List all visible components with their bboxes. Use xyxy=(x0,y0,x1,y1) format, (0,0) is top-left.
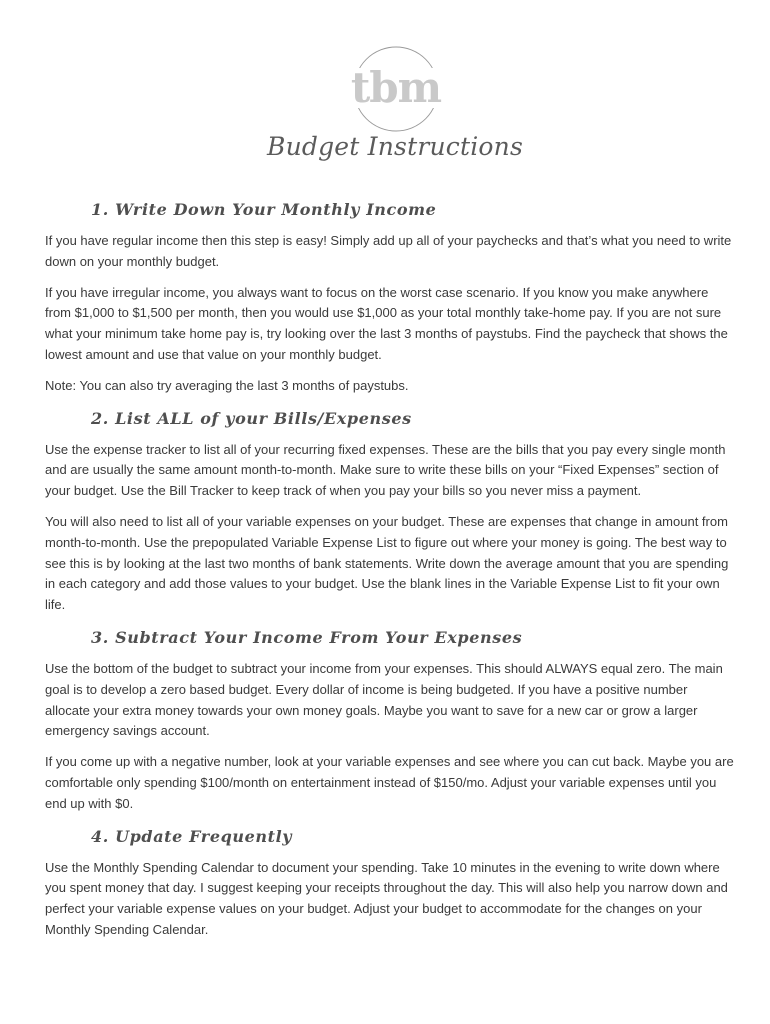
section-subtract-income xyxy=(45,626,735,815)
section-heading: 3. Subtract Your Income From Your Expenses xyxy=(91,627,523,647)
instructions-body xyxy=(45,198,735,951)
paragraph: You will also need to list all of your variable expenses on your budget. These are expenses that change in amount from month-to-month. Use the prepopulated Variable Expense List to figure out where your money is going. The best way to see this is by looking at the last two months of bank statements. Write down the average amount that you are spending in each category and add those values to your budget. Use the blank lines in the Variable Expense List to fit your own life. xyxy=(45,513,729,613)
paragraph: Use the expense tracker to list all of your recurring fixed expenses. These are the bills that you pay every single month and are usually the same amount month-to-month. Make sure to write these bills on your “Fixed Expenses” section of your budget. Use the Bill Tracker to keep track of when you pay your bills so you never miss a payment. xyxy=(45,441,726,499)
paragraph: If you come up with a negative number, look at your variable expenses and see where you can cut back. Maybe you are comfortable only spending $100/month on entertainment instead of $150/mo. Adjust your variable expenses until you end up with $0. xyxy=(45,754,734,811)
tbm-logo-mark xyxy=(345,44,447,134)
tbm-logo xyxy=(345,44,447,134)
section-update-frequently xyxy=(45,825,735,941)
section-write-down-income xyxy=(45,198,735,397)
paragraph: Note: You can also try averaging the last 3 months of paystubs. xyxy=(45,377,409,393)
section-heading: 1. Write Down Your Monthly Income xyxy=(91,200,437,219)
paragraph: If you have irregular income, you always want to focus on the worst case scenario. If you know you make anywhere from $1,000 to $1,500 per month, then you would use $1,000 as your total monthly take-home pay. If you are not sure what your minimum take home pay is, try looking over the last 3 months of paystubs. Find the paycheck that shows the lowest amount and use that value on your monthly budget. xyxy=(45,284,728,362)
section-heading: 2. List ALL of your Bills/Expenses xyxy=(91,408,412,428)
section-heading: 4. Update Frequently xyxy=(91,826,293,846)
paragraph: Use the bottom of the budget to subtract your income from your expenses. This should ALWAYS equal zero. The main goal is to develop a zero based budget. Every dollar of income is being budgeted. If you have a positive number allocate your extra money towards your own money goals. Maybe you want to save for a new car or grow a larger emergency savings account. xyxy=(45,660,723,739)
section-list-bills-expenses xyxy=(45,407,735,616)
logo-text: tbm xyxy=(350,63,442,112)
paragraph: If you have regular income then this step is easy! Simply add up all of your paychecks and that’s what you need to write down on your monthly budget. xyxy=(45,233,732,269)
page-title: Budget Instructions xyxy=(267,132,523,161)
paragraph: Use the Monthly Spending Calendar to document your spending. Take 10 minutes in the evening to write down where you spent money that day. I suggest keeping your receipts throughout the day. This will also help you narrow down and perfect your variable expense values on your budget. Adjust your budget to accommodate for the changes on your Monthly Spending Calendar. xyxy=(45,859,728,937)
